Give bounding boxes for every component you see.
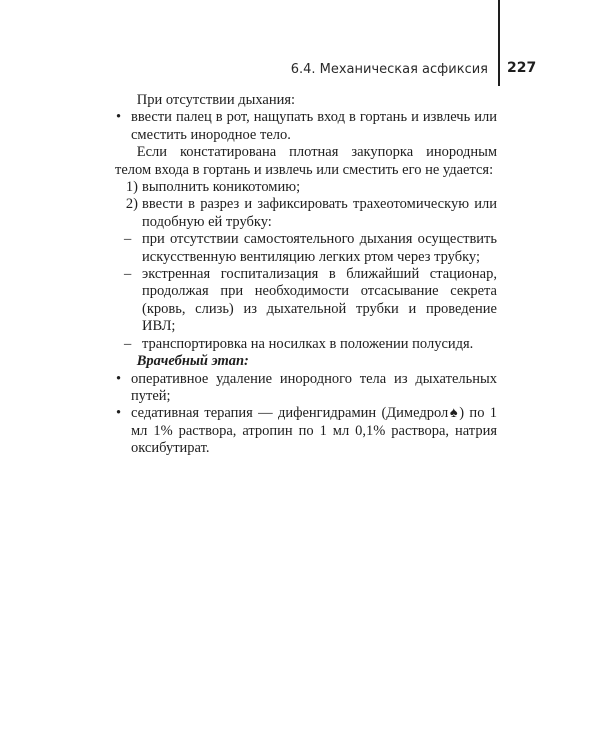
page-body xyxy=(115,92,497,458)
running-head: 6.4. Механическая асфиксия xyxy=(290,62,488,77)
number-marker: 1) xyxy=(125,179,138,196)
dash-text: при отсутствии самостоятельного дыхания осуществить искусственную вентиляцию легких ртом через трубку; xyxy=(142,231,497,265)
bullet-marker: • xyxy=(116,109,122,126)
dash-item-hospitalization xyxy=(115,266,497,336)
number-marker: 2) xyxy=(125,196,138,213)
bullet-marker: • xyxy=(116,370,122,387)
bullet-item-sedation xyxy=(115,405,497,457)
header-vertical-rule xyxy=(498,0,500,86)
dash-text: экстренная госпитализация в ближайший стационар, продолжая при необходимости отсасывание секрета (кровь, слизь) из дыхательной трубки и проведение ИВЛ; xyxy=(142,266,497,335)
numbered-item-1 xyxy=(115,179,497,196)
paragraph-no-breathing: При отсутствии дыхания: xyxy=(136,92,296,108)
bullet-item-remove-object xyxy=(115,109,497,144)
bullet-item-surgical-removal xyxy=(115,371,497,406)
dash-marker: – xyxy=(124,231,132,248)
bullet-text: седативная терапия — дифенгидрамин (Димедрол♠) по 1 мл 1% раствора, атропин по 1 мл 0,1% раствора, натрия оксибутират. xyxy=(131,405,497,457)
dash-marker: – xyxy=(124,266,132,283)
bullet-marker: • xyxy=(116,405,122,422)
numbered-item-2 xyxy=(115,196,497,231)
dash-item-transport xyxy=(115,336,497,353)
dash-item-ventilation xyxy=(115,231,497,266)
bullet-text: ввести палец в рот, нащупать вход в гортань и извлечь или сместить инородное тело. xyxy=(131,109,497,143)
numbered-text: ввести в разрез и зафиксировать трахеотомическую или подобную ей трубку: xyxy=(142,196,497,230)
numbered-text: выполнить коникотомию; xyxy=(142,179,301,196)
dash-marker: – xyxy=(124,335,132,352)
section-heading-physician-stage: Врачебный этап: xyxy=(136,353,249,370)
dash-text: транспортировка на носилках в положении полусидя. xyxy=(142,335,474,352)
paragraph-obstruction: Если констатирована плотная закупорка инородным телом входа в гортань и извлечь или сместить его не удается: xyxy=(115,144,497,178)
page-number: 227 xyxy=(507,60,537,76)
bullet-text: оперативное удаление инородного тела из дыхательных путей; xyxy=(131,370,497,404)
